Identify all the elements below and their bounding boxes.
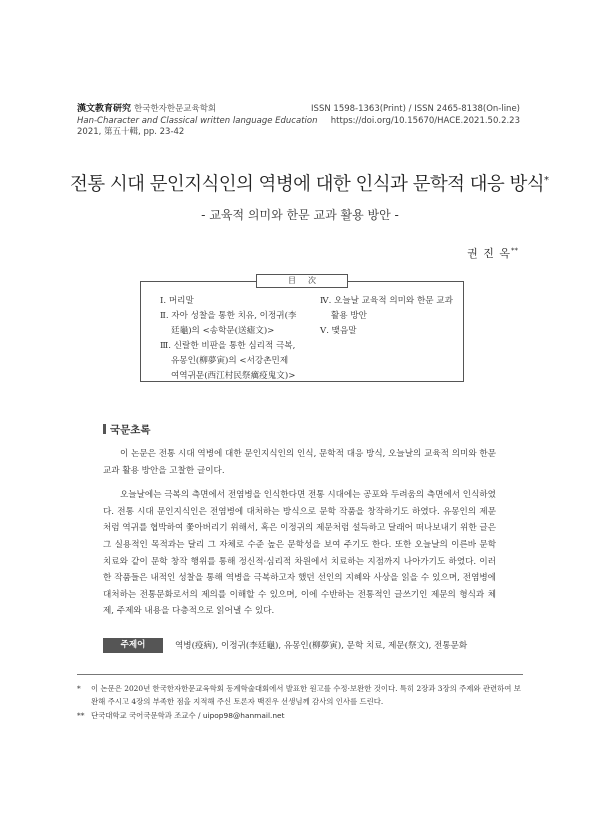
toc-left-column [160,294,297,384]
paper-title-text: 전통 시대 문인지식인의 역병에 대한 인식과 문학적 대응 방식 [70,174,545,195]
heading-marker [103,424,106,434]
title-footnote-mark[interactable]: * [544,174,549,186]
issn: ISSN 1598-1363(Print) / ISSN 2465-8138(On-line) [311,104,520,114]
toc-heading: 目次 [256,274,348,288]
issue-info: 2021, 第五十輯, pp. 23-42 [77,127,185,137]
footnote-text: 단국대학교 국어국문학과 조교수 / [91,711,203,720]
keywords-text: 역병(疫病), 이정귀(李廷龜), 유몽인(柳夢寅), 문학 치료, 제문(祭文), 전통문화 [175,641,468,651]
author [467,245,518,261]
author-name: 권 진 옥 [467,247,511,260]
doi-link[interactable]: https://doi.org/10.15670/HACE.2021.50.2.23 [330,115,520,126]
toc-right-column [320,294,453,339]
journal-line [77,104,317,116]
author-email-link[interactable]: uipop98@hanmail.net [202,711,285,720]
abstract-heading-text: 국문초록 [110,424,151,436]
toc-item-continued[interactable]: 여역귀문(西江村民祭癘疫鬼文)> [171,371,296,381]
footnote-divider [77,674,523,675]
journal-logo: 漢文教育研究 [77,104,132,114]
footnotes [77,682,523,723]
footnote-mark: * [77,684,81,693]
abstract-body [103,446,496,620]
toc-item[interactable]: Ⅰ. 머리말 [160,296,194,306]
footnote-mark: ** [77,711,85,720]
journal-identifiers [311,104,520,127]
abstract-heading [103,422,151,437]
keywords-label: 주제어 [103,638,163,653]
journal-english-name: Han-Character and Classical written language Education [77,115,318,126]
toc-item-continued[interactable]: 廷龜)의 <송학문(送瘧文)> [171,326,275,336]
paper-title [70,170,549,196]
toc-item[interactable]: Ⅱ. 자아 성찰을 통한 치유, 이정귀(李 [160,311,297,321]
toc-item[interactable]: Ⅳ. 오늘날 교육적 의미와 한문 교과 [320,296,453,306]
toc-item-continued[interactable]: 유몽인(柳夢寅)의 <서강촌민제 [171,356,289,366]
toc-item[interactable]: Ⅴ. 맺음말 [320,326,357,336]
footnote [77,709,523,722]
toc-item-continued[interactable]: 활용 방안 [331,311,367,321]
footnote-text: 이 논문은 2020년 한국한자한문교육학회 동계학술대회에서 발표한 원고를 수정·보완한 것이다. 특히 2장과 3장의 주제와 관련하여 보완해 주시고 4장의 부족한 점을 지적해 주신 토론자 백진우 선생님께 감사의 인사를 드린다. [91,684,521,706]
paper-subtitle: - 교육적 의미와 한문 교과 활용 방안 - [201,208,399,222]
toc-item[interactable]: Ⅲ. 신랄한 비판을 통한 심리적 극복, [160,341,296,351]
footnote [77,682,523,708]
society-name: 한국한자한문교육학회 [134,104,217,114]
journal-header [77,104,317,139]
abstract-paragraph: 이 논문은 전통 시대 역병에 대한 문인지식인의 인식, 문학적 대응 방식, 오늘날의 교육적 의미와 한문 교과 활용 방안을 고찰한 글이다. [103,449,496,476]
author-footnote-mark[interactable]: ** [511,246,518,255]
abstract-paragraph: 오늘날에는 극복의 측면에서 전염병을 인식한다면 전통 시대에는 공포와 두려움의 측면에서 인식하였다. 전통 시대 문인지식인은 전염병에 대처하는 방식으로 문학 작품을 창작하기도 하였다. 유몽인의 제문처럼 역귀를 협박하여 쫓아버리기 위해서, 혹은 이정귀의 제문처럼 설득하고 달래어 떠나보내기 위한 글은 그 실용적인 목적과는 달리 그 자체로 수준 높은 문학성을 보여 주기도 한다. 또한 오늘날의 이른바 문학 치료와 같이 문학 창작 행위를 통해 정신적·심리적 차원에서 치료하는 지점까지 나아가기도 하였다. 이러한 작품들은 내적인 성찰을 통해 역병을 극복하고자 했던 선인의 지혜와 사상을 읽을 수 있으며, 전염병에 대처하는 전통문화로서의 제의를 이해할 수 있으며, 이에 수반하는 전통적인 글쓰기인 제문의 형식과 체제, 주제와 내용을 다층적으로 읽어낼 수 있다. [103,490,496,617]
